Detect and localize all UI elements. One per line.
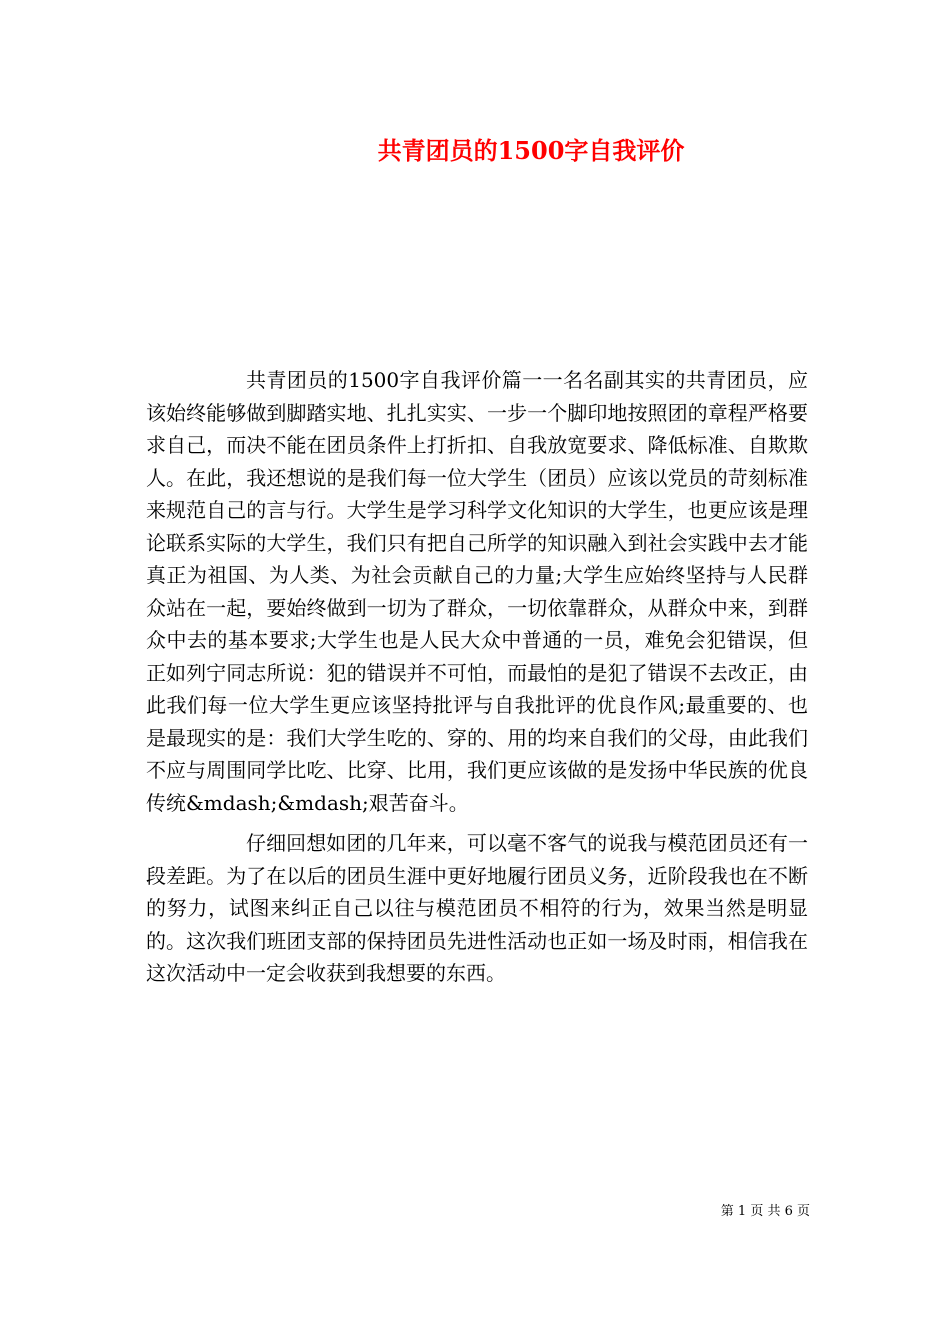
page-number: 第 1 页 共 6 页 — [720, 1204, 810, 1219]
body-paragraph: 仔细回想如团的几年来，可以毫不客气的说我与模范团员还有一段差距。为了在以后的团员生涯中更好地履行团员义务，近阶段我也在不断的努力，试图来纠正自己以往与模范团员不相符的行为，效果当然是明显的。这次我们班团支部的保持团员先进性活动也正如一场及时雨，相信我在这次活动中一定会收获到我想要的东西。 — [146, 831, 808, 985]
document-title: 共青团员的1500字自我评价 — [377, 136, 685, 165]
body-paragraph: 共青团员的1500字自我评价篇一一名名副其实的共青团员，应该始终能够做到脚踏实地、扎扎实实、一步一个脚印地按照团的章程严格要求自己，而决不能在团员条件上打折扣、自我放宽要求、降低标准、自欺欺人。在此，我还想说的是我们每一位大学生（团员）应该以党员的苛刻标准来规范自己的言与行。大学生是学习科学文化知识的大学生，也更应该是理论联系实际的大学生，我们只有把自己所学的知识融入到社会实践中去才能真正为祖国、为人类、为社会贡献自己的力量;大学生应始终坚持与人民群众站在一起，要始终做到一切为了群众，一切依靠群众，从群众中来，到群众中去的基本要求;大学生也是人民大众中普通的一员，难免会犯错误，但正如列宁同志所说：犯的错误并不可怕，而最怕的是犯了错误不去改正，由此我们每一位大学生更应该坚持批评与自我批评的优良作风;最重要的、也是最现实的是：我们大学生吃的、穿的、用的均来自我们的父母，由此我们不应与周围同学比吃、比穿、比用，我们更应该做的是发扬中华民族的优良传统&mdash;&mdash;艰苦奋斗。 — [146, 368, 808, 815]
document-body — [146, 364, 808, 998]
